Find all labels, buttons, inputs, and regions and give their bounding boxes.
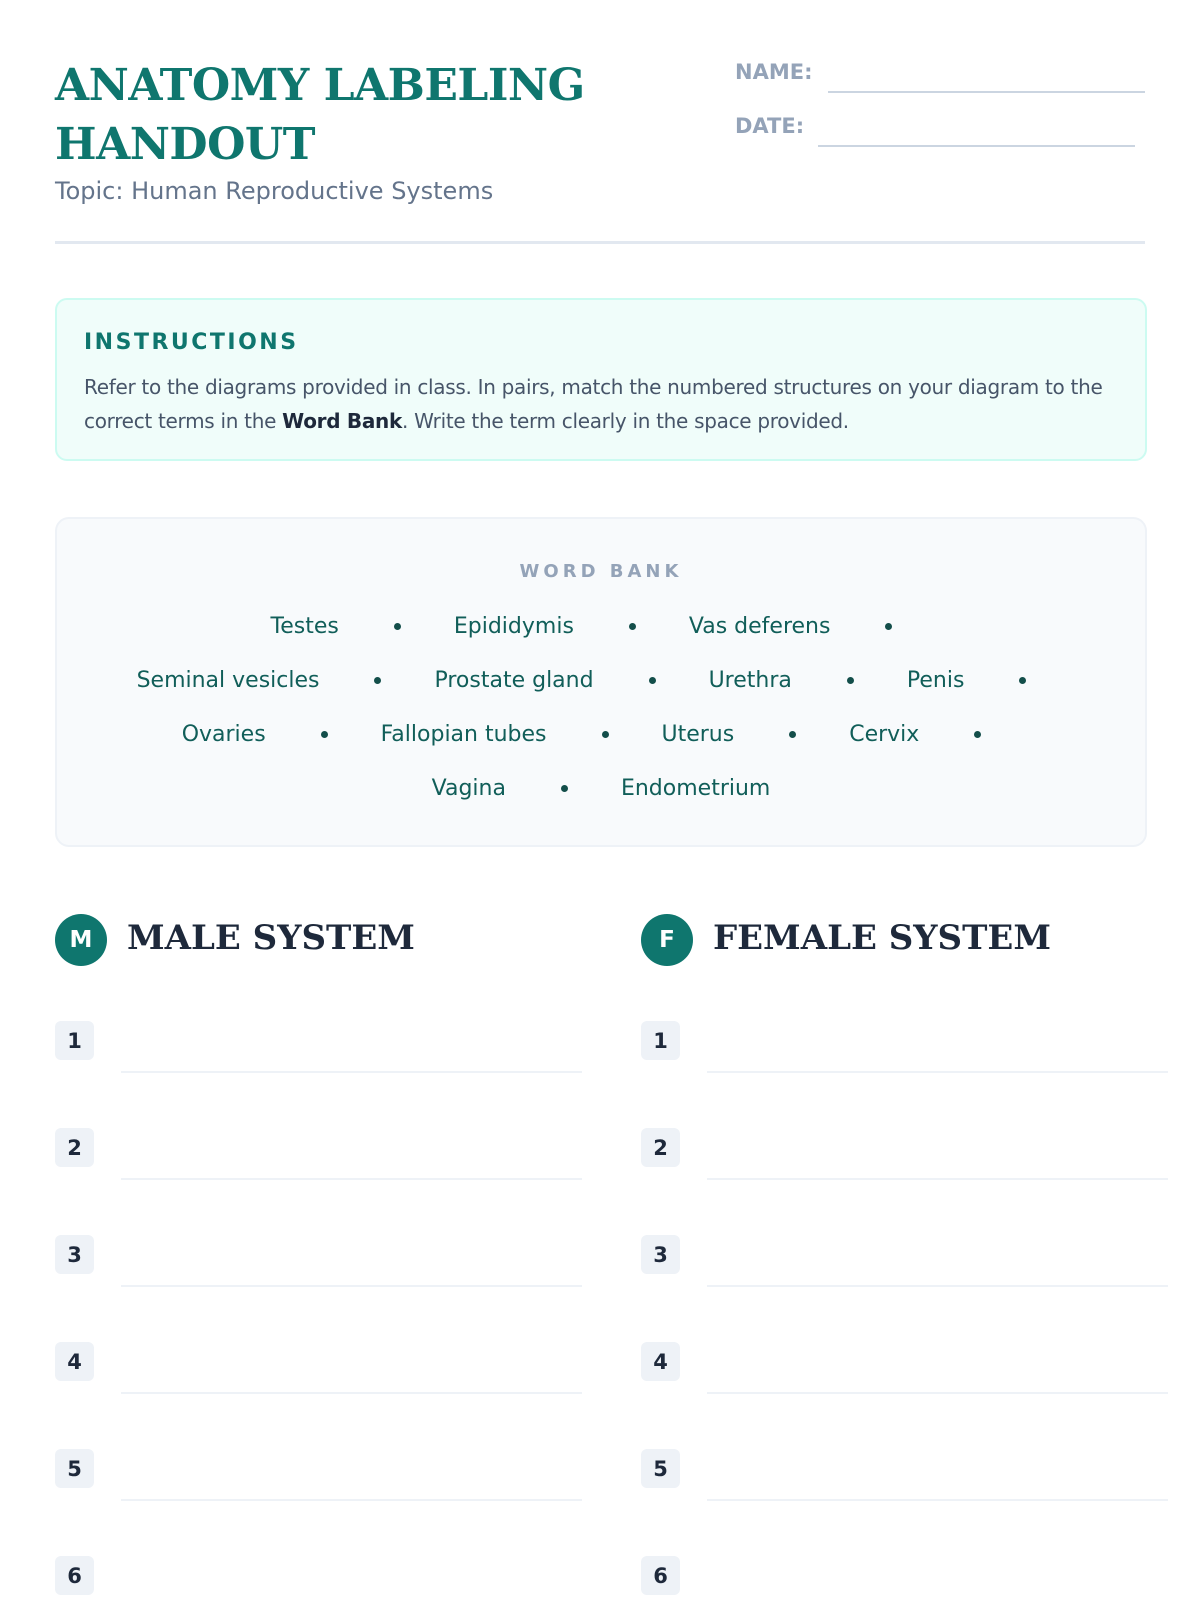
female-system — [641, 914, 1161, 1588]
separator-dot — [789, 731, 796, 738]
row-number-badge: 4 — [55, 1342, 94, 1381]
row-number-badge: 1 — [55, 1021, 94, 1060]
word-bank-term-label: Uterus — [661, 721, 735, 747]
row-number-badge: 2 — [641, 1128, 680, 1167]
student-meta — [735, 58, 1145, 166]
row-number-badge: 3 — [641, 1235, 680, 1274]
answer-row — [641, 1449, 1161, 1556]
male-system — [55, 914, 575, 1588]
header — [55, 0, 1145, 244]
row-number-badge: 6 — [641, 1556, 680, 1595]
word-bank-term — [702, 662, 900, 698]
word-bank-title: WORD BANK — [519, 561, 683, 582]
word-bank-term — [425, 770, 614, 806]
separator-dot — [885, 623, 892, 630]
name-field-row — [735, 58, 1145, 112]
row-number-badge: 3 — [55, 1235, 94, 1274]
female-system-title: FEMALE SYSTEM — [713, 918, 1051, 958]
answer-line[interactable] — [707, 1392, 1168, 1394]
word-bank-term — [130, 662, 428, 698]
male-answer-rows — [55, 1021, 575, 1600]
word-bank-term-label: Seminal vesicles — [136, 667, 320, 693]
word-bank-term-label: Ovaries — [181, 721, 266, 747]
word-bank-term-label: Epididymis — [453, 613, 574, 639]
date-label: DATE: — [735, 114, 805, 138]
answer-line[interactable] — [707, 1178, 1168, 1180]
answer-row — [641, 1235, 1161, 1342]
systems-section — [55, 914, 1147, 1600]
row-number-badge: 2 — [55, 1128, 94, 1167]
instructions-title: INSTRUCTIONS — [84, 330, 299, 355]
word-bank-term — [900, 662, 1073, 698]
separator-dot — [602, 731, 609, 738]
answer-line[interactable] — [121, 1499, 582, 1501]
male-system-title: MALE SYSTEM — [127, 918, 415, 958]
answer-line[interactable] — [121, 1178, 582, 1180]
word-bank-term — [614, 770, 777, 806]
separator-dot — [974, 731, 981, 738]
female-system-header — [641, 914, 1161, 974]
female-badge: F — [641, 914, 693, 966]
date-field-line[interactable] — [818, 145, 1135, 147]
word-bank-term-label: Penis — [906, 667, 965, 693]
answer-row — [641, 1021, 1161, 1128]
separator-dot — [847, 677, 854, 684]
answer-line[interactable] — [121, 1392, 582, 1394]
separator-dot — [561, 785, 568, 792]
answer-row — [641, 1128, 1161, 1235]
row-number-badge: 5 — [55, 1449, 94, 1488]
answer-line[interactable] — [121, 1071, 582, 1073]
word-bank-term — [655, 716, 843, 752]
answer-line[interactable] — [707, 1285, 1168, 1287]
instructions-text-after: . Write the term clearly in the space provided. — [401, 409, 849, 433]
word-bank-term-label: Vagina — [431, 775, 506, 801]
word-bank-term — [682, 608, 939, 644]
separator-dot — [629, 623, 636, 630]
male-system-header — [55, 914, 575, 974]
word-bank-term-label: Vas deferens — [688, 613, 831, 639]
separator-dot — [374, 677, 381, 684]
word-bank-term — [842, 716, 1027, 752]
instructions-text — [84, 370, 1119, 438]
male-badge: M — [55, 914, 107, 966]
word-bank-term-label: Prostate gland — [434, 667, 594, 693]
answer-row — [641, 1556, 1161, 1600]
answer-row — [55, 1235, 575, 1342]
topic-subtitle: Topic: Human Reproductive Systems — [55, 177, 494, 205]
female-answer-rows — [641, 1021, 1161, 1600]
word-bank-term — [447, 608, 682, 644]
answer-row — [55, 1556, 575, 1600]
name-label: NAME: — [735, 60, 813, 84]
row-number-badge: 5 — [641, 1449, 680, 1488]
separator-dot — [394, 623, 401, 630]
answer-row — [55, 1342, 575, 1449]
name-field-line[interactable] — [828, 91, 1145, 93]
answer-line[interactable] — [707, 1499, 1168, 1501]
page-title: ANATOMY LABELING HANDOUT — [55, 60, 585, 170]
word-bank-reference: Word Bank — [282, 409, 402, 433]
word-bank-term — [264, 608, 447, 644]
instructions-text-before: Refer to the diagrams provided in class. In pairs, match the numbered structures on your diagram to the correct terms in the — [84, 375, 1103, 433]
answer-line[interactable] — [121, 1285, 582, 1287]
row-number-badge: 6 — [55, 1556, 94, 1595]
word-bank-term-label: Testes — [270, 613, 339, 639]
word-bank-term — [175, 716, 374, 752]
word-bank-term-label: Cervix — [849, 721, 920, 747]
date-field-row — [735, 112, 1145, 166]
row-number-badge: 4 — [641, 1342, 680, 1381]
answer-row — [641, 1342, 1161, 1449]
answer-line[interactable] — [707, 1071, 1168, 1073]
row-number-badge: 1 — [641, 1021, 680, 1060]
separator-dot — [1019, 677, 1026, 684]
word-bank-term — [427, 662, 701, 698]
word-bank — [55, 517, 1147, 847]
word-bank-term-label: Endometrium — [620, 775, 771, 801]
instructions-box — [55, 298, 1147, 461]
word-bank-term-label: Fallopian tubes — [380, 721, 547, 747]
separator-dot — [649, 677, 656, 684]
word-bank-terms — [117, 608, 1085, 806]
answer-row — [55, 1449, 575, 1556]
word-bank-term-label: Urethra — [708, 667, 792, 693]
separator-dot — [321, 731, 328, 738]
answer-row — [55, 1128, 575, 1235]
word-bank-term — [374, 716, 655, 752]
answer-row — [55, 1021, 575, 1128]
